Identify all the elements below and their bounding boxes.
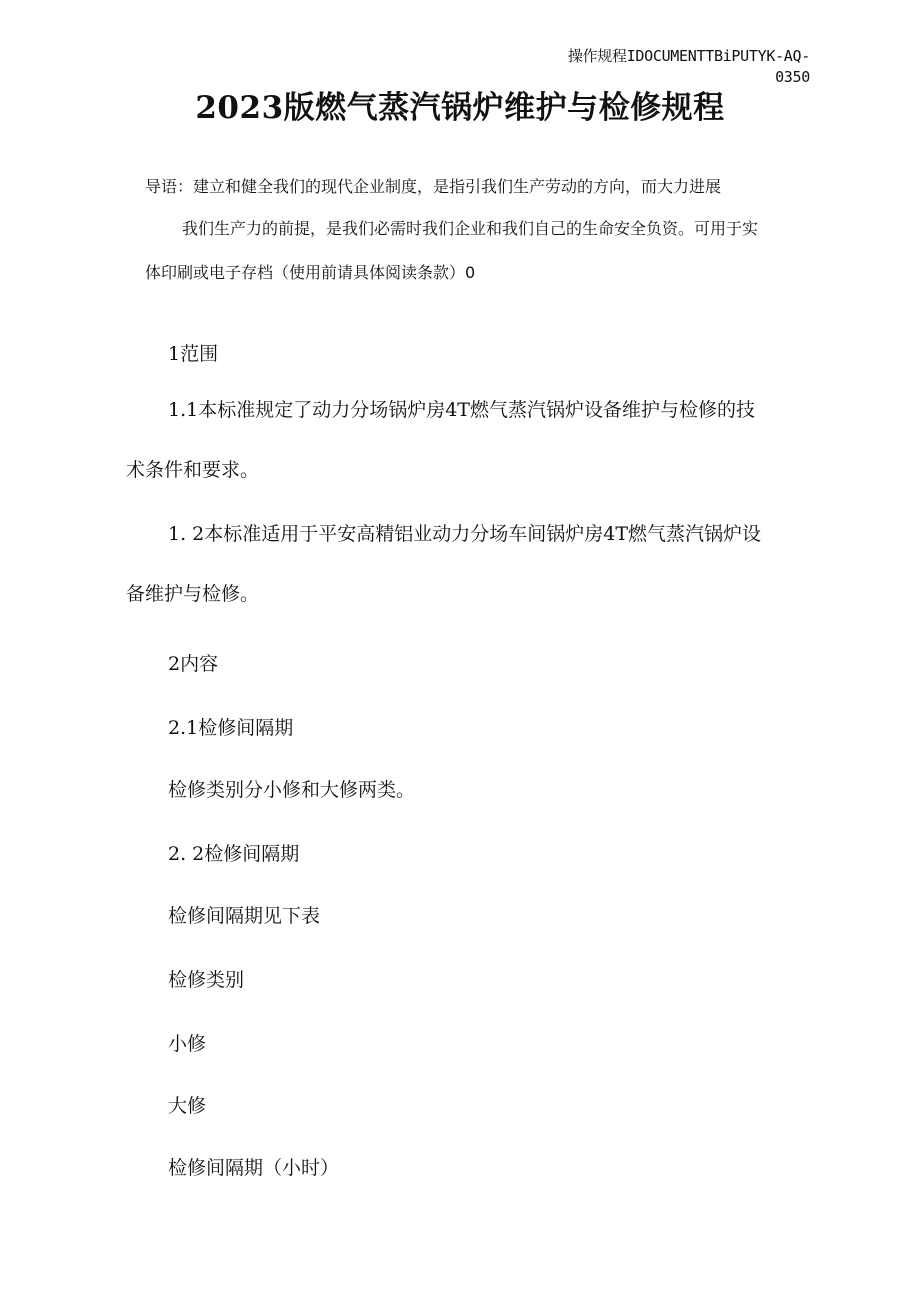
section-2-1-heading: 2.1检修间隔期 [168, 717, 294, 739]
section-content-heading: 2内容 [168, 653, 219, 675]
section-1-2-line-1: 1. 2本标准适用于平安高精铝业动力分场车间锅炉房4T燃气蒸汽锅炉设 [168, 523, 762, 545]
section-2-1-text: 检修类别分小修和大修两类。 [168, 779, 416, 801]
section-2-2-text: 检修间隔期见下表 [168, 905, 321, 927]
document-code-line-1: 操作规程IDOCUMENTTBiPUTYK-AQ- [567, 47, 810, 65]
page-title: 2023版燃气蒸汽锅炉维护与检修规程 [195, 90, 725, 126]
table-hours-label: 检修间隔期（小时） [168, 1157, 340, 1179]
document-code [560, 46, 810, 88]
section-2-2-heading: 2. 2检修间隔期 [168, 843, 300, 865]
intro-line-1: 导语：建立和健全我们的现代企业制度，是指引我们生产劳动的方向，而大力进展 [145, 177, 722, 196]
section-1-1-line-1: 1.1本标准规定了动力分场锅炉房4T燃气蒸汽锅炉设备维护与检修的技 [168, 399, 755, 421]
intro-line-2: 我们生产力的前提，是我们必需时我们企业和我们自己的生命安全负资。可用于实 [182, 219, 759, 238]
section-scope-heading: 1范围 [168, 343, 219, 365]
table-minor-label: 小修 [168, 1033, 207, 1055]
intro-line-3: 体印刷或电子存档（使用前请具体阅读条款）0 [145, 263, 476, 282]
section-1-2-line-2: 备维护与检修。 [126, 583, 260, 605]
section-1-1-line-2: 术条件和要求。 [126, 459, 260, 481]
table-major-label: 大修 [168, 1095, 207, 1117]
document-code-line-2: 0350 [775, 68, 810, 86]
table-type-label: 检修类别 [168, 969, 245, 991]
